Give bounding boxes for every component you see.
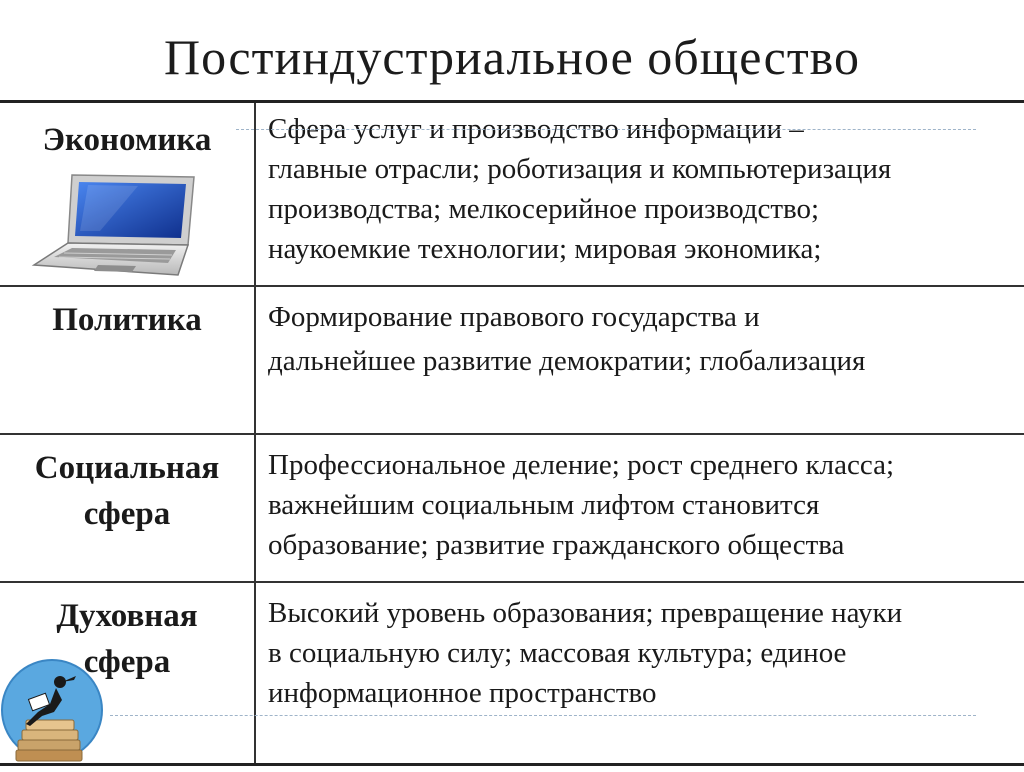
reader-on-books-icon [0,652,110,772]
row-label-economy: Экономика [42,122,212,158]
page-title: Постиндустриальное общество [164,29,860,85]
row-text-economy: Сфера услуг и производство информации – главные отрасли; роботизация и компьютеризация производства; мелкосерийное производство; наукоемкие технологии; мировая экономика; [268,113,892,265]
row-text-social: Профессиональное деление; рост среднего класса; важнейшим социальным лифтом становится образование; развитие гражданского общества [268,449,895,561]
row-divider [0,433,1024,435]
laptop-icon [28,171,198,286]
row-divider [0,581,1024,583]
comparison-table [0,100,1024,766]
row-label-politics: Политика [52,302,202,338]
row-text-politics: Формирование правового государства и дальнейшее развитие демократии; глобализация [268,301,866,377]
dashed-guide [236,129,976,130]
row-label-social: Социальная сфера [34,450,220,532]
row-divider [0,285,1024,287]
row-label-spiritual: Духовная сфера [56,598,198,680]
row-text-spiritual: Высокий уровень образования; превращение науки в социальную силу; массовая культура; единое информационное пространство [268,597,903,709]
dashed-guide [110,715,976,716]
